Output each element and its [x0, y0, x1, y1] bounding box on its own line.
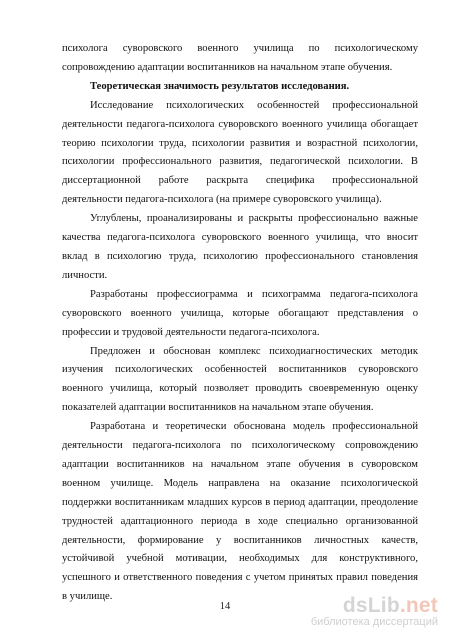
- paragraph-theory-enrichment: Исследование психологических особенностей профессиональной деятельности педагога-психолога суворовского военного училища обогащает теорию психологии труда, психологии развития и возрастной психологии, психологии профессионального развития, педагогической психологии. В диссертационной работе раскрыта специфика профессиональной деятельности педагога-психолога (на примере суворовского училища).: [62, 99, 418, 206]
- paragraph-professiogram: Разработаны профессиограмма и психограмма педагога-психолога суворовского военного училища, которые обогащают представления о профессии и трудовой деятельности педагога-психолога.: [62, 288, 418, 338]
- dslib-watermark: [288, 595, 438, 629]
- paragraph-methods-complex: Предложен и обоснован комплекс психодиагностических методик изучения психологических особенностей воспитанников суворовского военного училища, который позволяет проводить своевременную оценку показателей адаптации воспитанников на начальном этапе обучения.: [62, 345, 418, 414]
- watermark-logo-main: dsLib: [342, 594, 400, 617]
- watermark-logo: [343, 595, 438, 617]
- paragraph-qualities: Углублены, проанализированы и раскрыты профессионально важные качества педагога-психолога суворовского военного училища, что вносит вклад в психологию труда, психологию профессионального становления личности.: [62, 213, 418, 281]
- watermark-tagline: библиотека диссертаций: [310, 616, 438, 628]
- watermark-logo-suffix: .net: [399, 594, 438, 617]
- paragraph-model: Разработана и теоретически обоснована модель профессиональной деятельности педагога-психолога по психологическому сопровождению адаптации воспитанников на начальном этапе обучения в суворовском военном училище. Модель направлена на оказание психологической поддержки воспитанникам младших курсов в период адаптации, преодоление трудностей адаптационного периода в ходе специально организованной деятельности, формирование у воспитанников личностных качеств, устойчивой учебной мотивации, необходимых для конструктивного, успешного и ответственного поведения с учетом принятых правил поведения в училище.: [62, 421, 418, 603]
- page-number: 14: [219, 601, 231, 612]
- section-heading: Теоретическая значимость результатов исследования.: [90, 80, 350, 92]
- paragraph-continuation: психолога суворовского военного училища по психологическому сопровождению адаптации воспитанников на начальном этапе обучения.: [62, 43, 418, 73]
- body-text: [62, 40, 418, 607]
